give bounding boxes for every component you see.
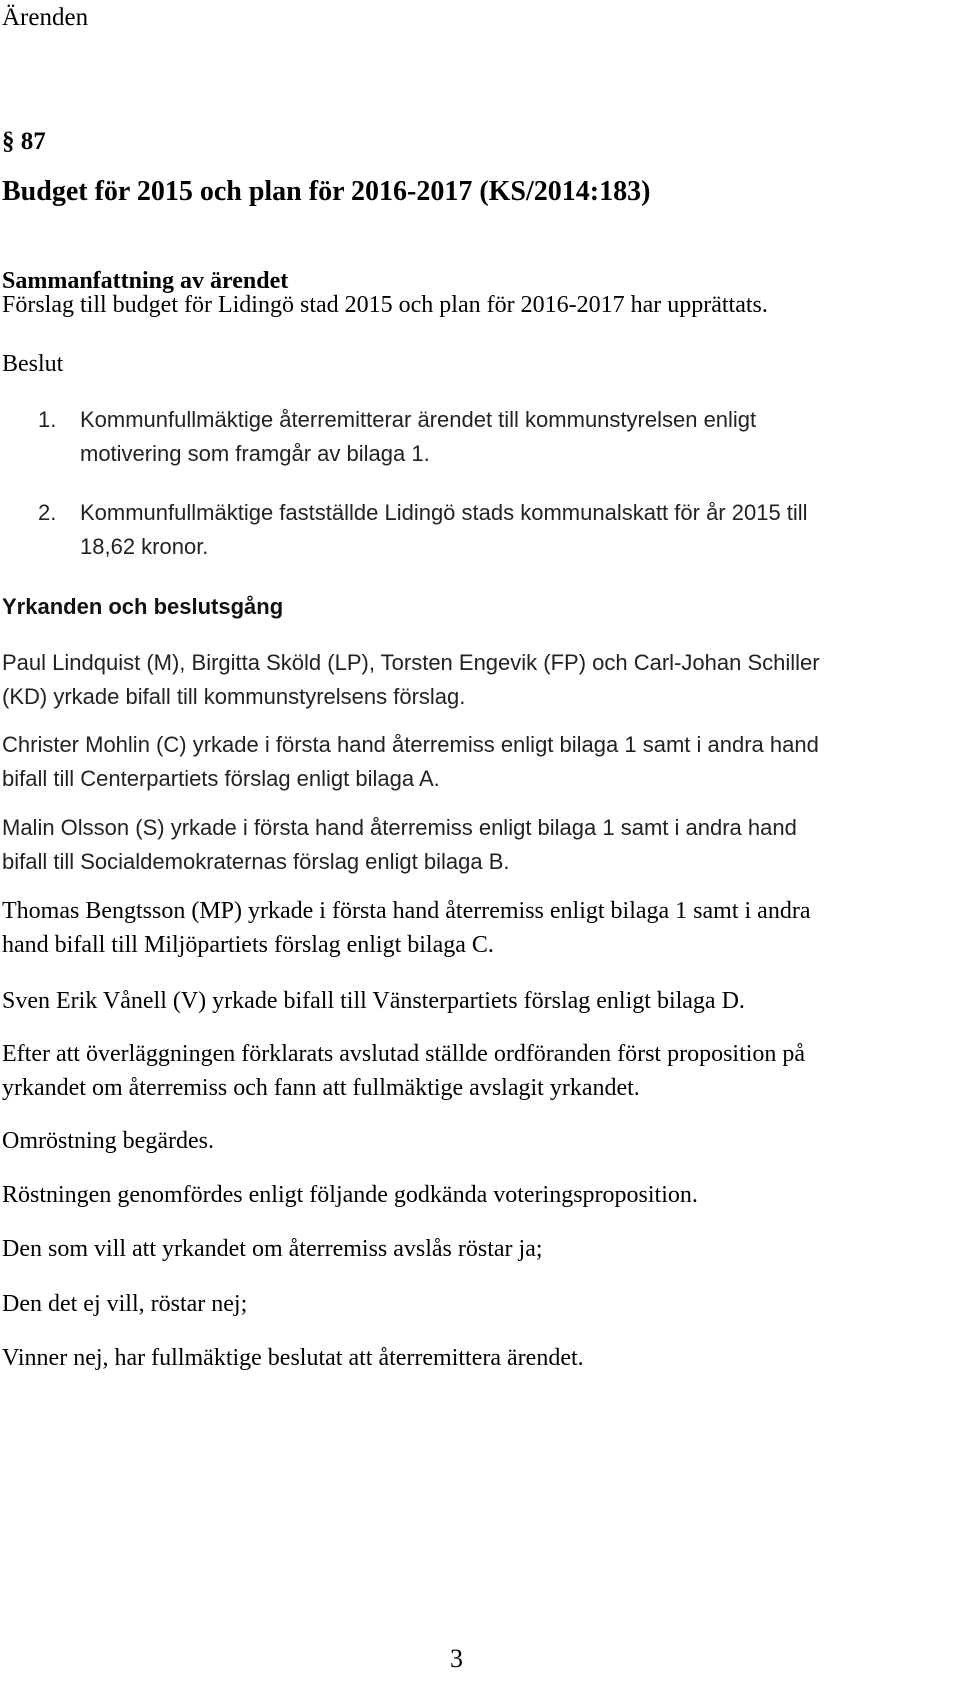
proceedings-paragraph-3-line-1: Malin Olsson (S) yrkade i första hand återremiss enligt bilaga 1 samt i andra hand [2, 815, 797, 840]
decision-heading: Beslut [2, 351, 64, 377]
proceedings-paragraph-7: Omröstning begärdes. [2, 1128, 214, 1154]
decision-item-2-number: 2. [38, 500, 57, 525]
page-heading: Ärenden [2, 4, 89, 31]
proceedings-paragraph-4-line-2: hand bifall till Miljöpartiets förslag enligt bilaga C. [2, 932, 494, 958]
case-title: Budget för 2015 och plan för 2016-2017 (KS/2014:183) [2, 176, 651, 207]
decision-item-2-line-2: 18,62 kronor. [80, 534, 209, 559]
proceedings-paragraph-3-line-2: bifall till Socialdemokraternas förslag enligt bilaga B. [2, 849, 510, 874]
proceedings-paragraph-4-line-1: Thomas Bengtsson (MP) yrkade i första hand återremiss enligt bilaga 1 samt i andra [2, 898, 811, 924]
proceedings-paragraph-8: Röstningen genomfördes enligt följande godkända voteringsproposition. [2, 1182, 698, 1208]
proceedings-paragraph-1-line-2: (KD) yrkade bifall till kommunstyrelsens förslag. [2, 684, 466, 709]
proceedings-paragraph-10: Den det ej vill, röstar nej; [2, 1291, 248, 1317]
decision-item-1-line-1: Kommunfullmäktige återremitterar ärendet till kommunstyrelsen enligt [80, 407, 757, 432]
proceedings-paragraph-11: Vinner nej, har fullmäktige beslutat att återremittera ärendet. [2, 1345, 584, 1371]
proceedings-paragraph-9: Den som vill att yrkandet om återremiss avslås röstar ja; [2, 1236, 543, 1262]
proceedings-paragraph-2-line-1: Christer Mohlin (C) yrkade i första hand återremiss enligt bilaga 1 samt i andra hand [2, 732, 819, 757]
proceedings-paragraph-6-line-2: yrkandet om återremiss och fann att fullmäktige avslagit yrkandet. [2, 1075, 640, 1101]
decision-item-1-line-2: motivering som framgår av bilaga 1. [80, 441, 430, 466]
decision-item-1-number: 1. [38, 407, 57, 432]
proceedings-paragraph-5: Sven Erik Vånell (V) yrkade bifall till Vänsterpartiets förslag enligt bilaga D. [2, 988, 745, 1014]
page-number: 3 [450, 1644, 463, 1673]
proceedings-paragraph-1-line-1: Paul Lindquist (M), Birgitta Sköld (LP), Torsten Engevik (FP) och Carl-Johan Schiller [2, 650, 820, 675]
section-number: § 87 [2, 128, 46, 155]
decision-item-2-line-1: Kommunfullmäktige fastställde Lidingö stads kommunalskatt för år 2015 till [80, 500, 808, 525]
proceedings-paragraph-6-line-1: Efter att överläggningen förklarats avslutad ställde ordföranden först proposition på [2, 1041, 806, 1067]
proceedings-paragraph-2-line-2: bifall till Centerpartiets förslag enligt bilaga A. [2, 766, 440, 791]
summary-text: Förslag till budget för Lidingö stad 2015 och plan för 2016-2017 har upprättats. [2, 292, 768, 318]
summary-heading: Sammanfattning av ärendet [2, 268, 289, 294]
proceedings-heading: Yrkanden och beslutsgång [2, 594, 284, 619]
